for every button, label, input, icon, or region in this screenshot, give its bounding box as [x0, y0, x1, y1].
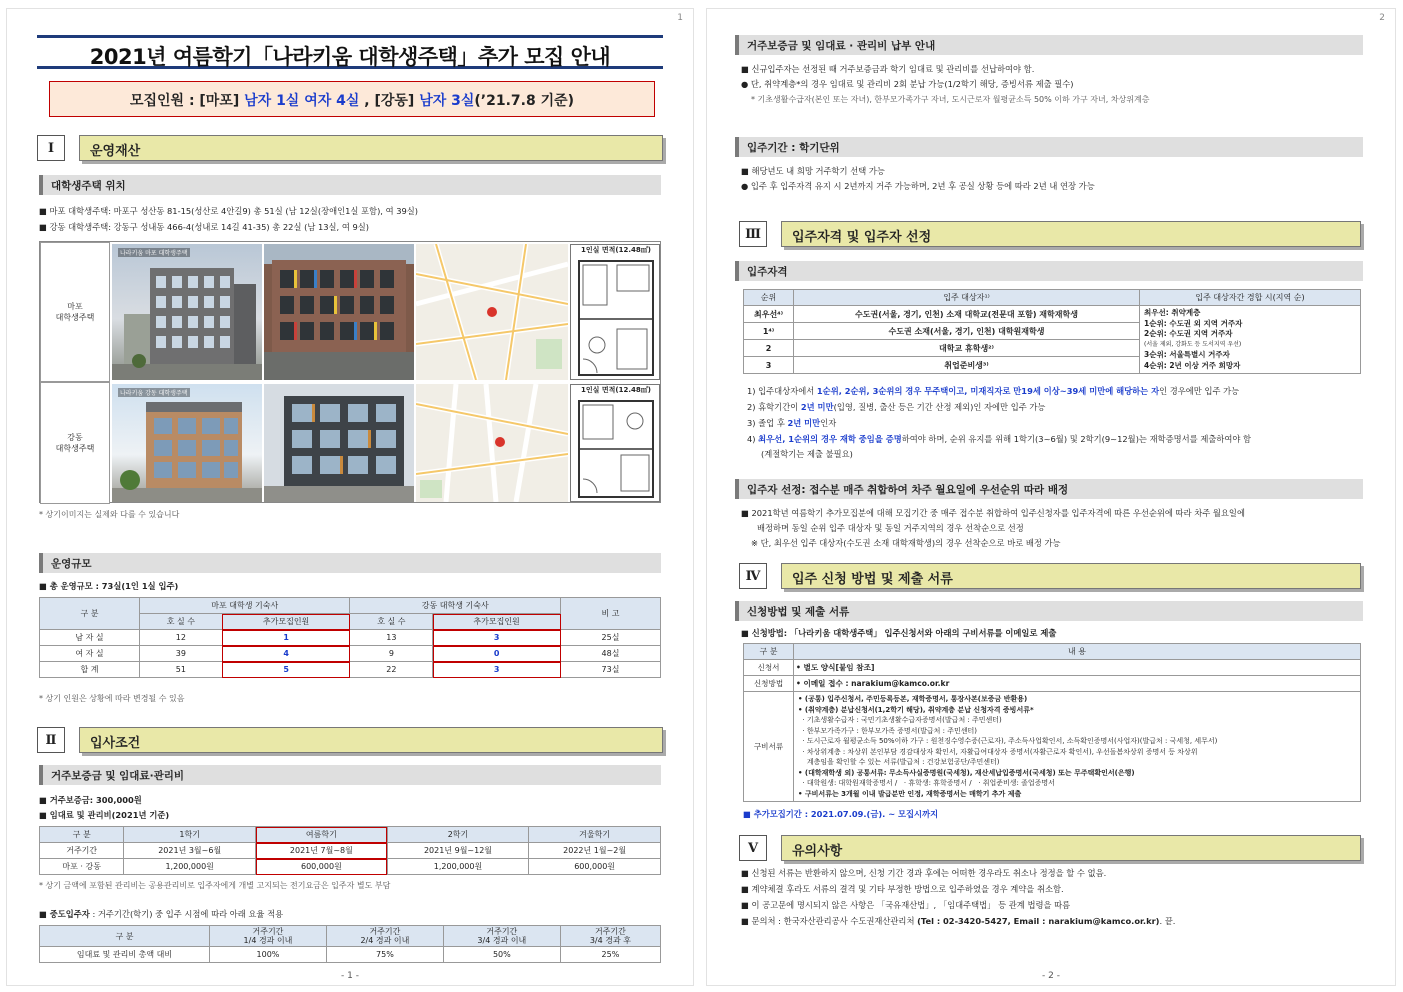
mapo-floor-plan [570, 244, 660, 380]
page-number-top: 1 [677, 13, 683, 23]
select-line-1: ■ 2021학년 여름학기 추가모집분에 대해 모집기간 중 매주 접수분 취합하여 입주신청자를 입주자격에 따른 우선순위에 따라 차주 월요일에 [741, 508, 1245, 518]
qual-note-1: 1) 입주대상자에서 1순위, 2순위, 3순위의 경우 무주택이고, 미재직자로 만19세 이상~39세 미만에 해당하는 자인 경우에만 입주 가능 [747, 386, 1240, 396]
mapo-building-image [264, 244, 414, 380]
apply-line: ■ 신청방법: 「나라키움 대학생주택」 입주신청서와 아래의 구비서류를 이메일로 제출 [741, 628, 1057, 638]
col-gangdong: 강동 대학생 기숙사 [350, 598, 561, 614]
section-title: 입주 신청 방법 및 제출 서류 [781, 563, 1361, 589]
mapo-sign-text: 나라키움 마포 대학생주택 [120, 250, 188, 257]
apply-heading: 신청방법 및 제출 서류 [735, 601, 1363, 621]
section-1-header [37, 135, 663, 161]
page-2 [706, 8, 1396, 986]
page-number-top: 2 [1379, 13, 1385, 23]
gangdong-sign-text: 나라키움 강동 대학생주택 [120, 390, 188, 397]
table-row: 신청서 • 별도 양식[붙임 참조] [744, 660, 1361, 676]
gangdong-floor-plan [570, 384, 660, 502]
gangdong-area-label: 1인실 면적(12.48㎡) [581, 386, 651, 394]
contact-line: ■ 문의처 : 한국자산관리공사 수도권재산관리처 (Tel : 02-3420-5427, Email : narakium@kamco.or.kr). 끝. [741, 916, 1176, 926]
recruit-suffix: (’21.7.8 기준) [474, 93, 575, 109]
table-row: 3 취업준비생³⁾ [744, 357, 1361, 374]
pay-line-2: ● 단, 취약계층*의 경우 임대료 및 관리비 2회 분납 가능(1/2학기 해당, 증빙서류 제출 필수) [741, 79, 1074, 89]
rent-note: * 상기 금액에 포함된 관리비는 공용관리비로 입주자에게 개별 고지되는 전기요금은 입주자 별도 부담 [39, 881, 391, 890]
gangdong-map-image [416, 384, 568, 502]
caution-3: ■ 이 공고문에 명시되지 않은 사항은 「국유재산법」, 「임대주택법」 등 관계 법령을 따름 [741, 900, 1071, 910]
midway-line [39, 908, 283, 921]
qual-note-2: 2) 휴학기간이 2년 미만(입영, 질병, 출산 등은 기간 산정 제외)인 자에만 입주 가능 [747, 402, 1046, 412]
midway-desc: : 거주기간(학기) 중 입주 시점에 따라 아래 요율 적용 [89, 909, 284, 919]
qual-note-4: 4) 최우선, 1순위의 경우 재학 중임을 증명하여야 하며, 순위 유지를 위해 1학기(3~6월) 및 2학기(9~12월)는 재학증명서를 제출하여야 함 [747, 434, 1252, 444]
gangdong-address: ■ 강동 대학생주택: 강동구 성내동 466-4(성내로 14길 41-35) 총 22실 (남 13실, 여 9실) [39, 222, 370, 232]
midway-table: 구 분 거주기간 1/4 경과 이내 거주기간 2/4 경과 이내 거주기간 3/4 경과 이내 거주기간 3/4 경과 후 임대료 및 관리비 총액 대비 100% 75% 50% 25% [39, 925, 661, 963]
section-number: Ⅴ [739, 835, 767, 861]
midway-title: ■ 중도입주자 [39, 909, 90, 919]
page-footer: - 2 - [1042, 971, 1060, 981]
mapo-exterior-image [112, 244, 262, 380]
section-number: Ⅰ [37, 135, 65, 161]
scale-heading: 운영규모 [39, 553, 661, 573]
section-number: Ⅲ [739, 221, 767, 247]
col-gangdong-rooms: 호 실 수 [350, 614, 433, 630]
mapo-map-image [416, 244, 568, 380]
gangdong-building-image [264, 384, 414, 502]
caution-2: ■ 계약체결 후라도 서류의 결격 및 기타 부정한 방법으로 입주하였을 경우 계약을 취소함. [741, 884, 1064, 894]
page-1 [6, 8, 694, 986]
photo-grid [39, 241, 661, 503]
table-row: 마포 · 강동 1,200,000원 600,000원 1,200,000원 600,000원 [40, 859, 661, 875]
rent-table: 구 분 1학기 여름학기 2학기 겨울학기 거주기간 2021년 3월~6월 2021년 7월~8월 2021년 9월~12월 2022년 1월~2월 마포 · 강동 1,200,000원 600,000원 1,200,000원 600,000원 [39, 826, 661, 875]
section-title: 입사조건 [79, 727, 663, 753]
table-row: 1⁴⁾ 수도권 소재(서울, 경기, 인천) 대학원재학생 [744, 323, 1361, 340]
table-row: 구비서류 • (공통) 입주신청서, 주민등록등본, 재학증명서, 통장사본(보증금 반환용) • (취약계층) 분납신청서(1,2학기 해당), 취약계층 분납 신청자격 증빙서류* · 기초생활수급자 : 국민기초생활수급자증명서(발급처 : 주민센터) · 한부모가족가구 : 한부모가족 증명서(발급처 : 주민센터) · 도시근로자 월평균소득 50%이하 가구 : 원천징수영수증(근로자), 주소득사업확인서, 소득확인증명서(사업자)(발급처 : 국세청, 세무서) · 차상위계층 : 차상위 본인부담 경감대상자 확인서, 자활급여대상자 증명서(자활근로자 확인서), 우선돌봄차상위 증명서 등 차상위 계층임을 확인할 수 있는 서류(발급처 : 건강보험공단/주민센터) • (대학재학생 외) 공통서류: 무소득사실증명원(국세청), 재산세납입증명서(국세청) 또는 무주택확인서(은행) · 대학원생: 대학원재학증명서 / · 휴학생: 휴학증명서 / · 취업준비생: 졸업증명서 • 구비서류는 3개월 이내 발급분만 인정, 재학증명서는 매학기 추가 제출 [744, 692, 1361, 802]
col-gubun: 구 분 [40, 598, 140, 630]
mapo-address: ■ 마포 대학생주택: 마포구 성산동 81-15(성산로 4안길9) 총 51실 (남 12실(장애인1실 포함), 여 39실) [39, 206, 419, 216]
recruit-banner [49, 81, 655, 117]
location-heading: 대학생주택 위치 [39, 175, 661, 195]
table-row: 거주기간 2021년 3월~6월 2021년 7월~8월 2021년 9월~12월 2022년 1월~2월 [40, 843, 661, 859]
rent-title: ■ 임대료 및 관리비(2021년 기준) [39, 810, 170, 820]
deposit-line: ■ 거주보증금: 300,000원 [39, 795, 142, 805]
scale-total: ■ 총 운영규모 : 73실(1인 1실 입주) [39, 581, 179, 591]
table-row: 2 대학교 휴학생²⁾ [744, 340, 1361, 357]
caution-1: ■ 신청된 서류는 반환하지 않으며, 신청 기간 경과 후에는 어떠한 경우라도 취소나 정정을 할 수 없음. [741, 868, 1107, 878]
page-footer: - 1 - [341, 971, 359, 981]
document-title: 2021년 여름학기「나라키움 대학생주택」추가 모집 안내 [37, 35, 663, 69]
scale-table [39, 597, 661, 678]
table-row: 합 계 51 5 22 3 73실 [40, 662, 661, 678]
period-heading: 입주기간 : 학기단위 [735, 137, 1363, 157]
select-line-2: 배정하며 동일 순위 입주 대상자 및 동일 거주지역의 경우 선착순으로 선정 [757, 523, 1024, 533]
section-title: 유의사항 [781, 835, 1361, 861]
gangdong-label: 강동 대학생주택 [40, 382, 110, 504]
table-row: 남 자 실 12 1 13 3 25실 [40, 630, 661, 646]
table-row: 최우선⁴⁾ 수도권(서울, 경기, 인천) 소재 대학교(전문대 포함) 재학재학생 최우선: 취약계층 1순위: 수도권 외 지역 거주자 2순위: 수도권 지역 거주자 (서울 제외, 강화도 등 도서지역 우선) 3순위: 서울특별시 거주자 4순위: 2년 이상 거주 희망자 [744, 306, 1361, 323]
period-line-1: ■ 해당년도 내 희망 거주학기 선택 가능 [741, 166, 885, 176]
qual-table: 순위 입주 대상자¹⁾ 입주 대상자간 경합 시(지역 순) 최우선⁴⁾ 수도권(서울, 경기, 인천) 소재 대학교(전문대 포함) 재학재학생 최우선: 취약계층 1순위: 수도권 외 지역 거주자 2순위: 수도권 지역 거주자 (서울 제외, 강화도 등 도서지역 우선) 3순위: 서울특별시 거주자 4순위: 2년 이상 거주 희망자 1⁴⁾ 수도권 소재(서울, 경기, 인천) 대학원재학생 2 대학교 휴학생²⁾ 3 취업준비생³⁾ [743, 289, 1361, 374]
pay-heading: 거주보증금 및 임대료 · 관리비 납부 안내 [735, 35, 1363, 55]
table-row: 임대료 및 관리비 총액 대비 100% 75% 50% 25% [40, 947, 661, 963]
recruit-prefix: 모집인원 : [마포] [129, 93, 245, 109]
col-gangdong-extra: 추가모집인원 [433, 614, 561, 630]
section-number: Ⅱ [37, 727, 65, 753]
recruit-gangdong: 남자 3실 [419, 93, 475, 109]
select-line-3: ※ 단, 최우선 입주 대상자(수도권 소재 대학재학생)의 경우 선착순으로 바로 배정 가능 [751, 538, 1061, 548]
section-title: 입주자격 및 입주자 선정 [781, 221, 1361, 247]
recruit-sep: , [강동] [359, 93, 420, 109]
section-4-header [739, 563, 1361, 589]
mapo-area-label: 1인실 면적(12.48㎡) [581, 246, 651, 254]
col-mapo: 마포 대학생 기숙사 [140, 598, 350, 614]
table-row: 신청방법 • 이메일 접수 : narakium@kamco.or.kr [744, 676, 1361, 692]
section-3-header [739, 221, 1361, 247]
section-5-header [739, 835, 1361, 861]
section-number: Ⅳ [739, 563, 767, 589]
tie-break-cell: 최우선: 취약계층 1순위: 수도권 외 지역 거주자 2순위: 수도권 지역 거주자 (서울 제외, 강화도 등 도서지역 우선) 3순위: 서울특별시 거주자 4순위: 2년 이상 거주 희망자 [1140, 306, 1361, 374]
gangdong-exterior-image [112, 384, 262, 502]
section-2-header [37, 727, 663, 753]
col-bigo: 비 고 [561, 598, 661, 630]
qual-heading: 입주자격 [735, 261, 1363, 281]
period-line-2: ● 입주 후 입주자격 유지 시 2년까지 거주 가능하며, 2년 후 공실 상황 등에 따라 2년 내 연장 가능 [741, 181, 1095, 191]
table-row: 여 자 실 39 4 9 0 48실 [40, 646, 661, 662]
qual-note-3: 3) 졸업 후 2년 미만인자 [747, 418, 837, 428]
qual-note-4-cont: (계절학기는 제출 불필요) [761, 449, 853, 459]
section-title: 운영재산 [79, 135, 663, 161]
pay-line-3: * 기초생활수급자(본인 또는 자녀), 한부모가족가구 자녀, 도시근로자 월평균소득 50% 이하 가구 자녀, 차상위계층 [751, 95, 1150, 104]
documents-table: 구 분 내 용 신청서 • 별도 양식[붙임 참조] 신청방법 • 이메일 접수 : narakium@kamco.or.kr 구비서류 • (공통) 입주신청서, 주민등록등본, 재학증명서, 통장사본(보증금 반환용) • (취약계층) 분납신청서(1,2학기 해당), 취약계층 분납 신청자격 증빙서류* · 기초생활수급자 : 국민기초생활수급자증명서(발급처 : 주민센터) · 한부모가족가구 : 한부모가족 증명서(발급처 : 주민센터) · 도시근로자 월평균소득 50%이하 가구 : 원천징수영수증(근로자), 주소득사업확인서, 소득확인증명서(사업자)(발급처 : 국세청, 세무서) · 차상위계층 : 차상위 본인부담 경감대상자 확인서, 자활급여대상자 증명서(자활근로자 확인서), 우선돌봄차상위 증명서 등 차상위 계층임을 확인할 수 있는 서류(발급처 : 건강보험공단/주민센터) • (대학재학생 외) 공통서류: 무소득사실증명원(국세청), 재산세납입증명서(국세청) 또는 무주택확인서(은행) · 대학원생: 대학원재학증명서 / · 휴학생: 휴학증명서 / · 취업준비생: 졸업증명서 • 구비서류는 3개월 이내 발급분만 인정, 재학증명서는 매학기 추가 제출 [743, 643, 1361, 802]
col-mapo-rooms: 호 실 수 [140, 614, 223, 630]
deadline-line: ■ 추가모집기간 : 2021.07.09.(금). ~ 모집시까지 [743, 809, 939, 819]
scale-note: * 상기 인원은 상황에 따라 변경될 수 있음 [39, 694, 185, 703]
mapo-label: 마포 대학생주택 [40, 242, 110, 382]
col-mapo-extra: 추가모집인원 [222, 614, 350, 630]
pay-line-1: ■ 신규입주자는 선정된 때 거주보증금과 학기 임대료 및 관리비를 선납하여야 함. [741, 64, 1035, 74]
recruit-mapo: 남자 1실 여자 4실 [244, 93, 360, 109]
select-heading: 입주자 선정: 접수분 매주 취합하여 차주 월요일에 우선순위 따라 배정 [735, 479, 1363, 499]
image-note: * 상기이미지는 실제와 다를 수 있습니다 [39, 510, 180, 519]
required-docs-cell: • (공통) 입주신청서, 주민등록등본, 재학증명서, 통장사본(보증금 반환용) • (취약계층) 분납신청서(1,2학기 해당), 취약계층 분납 신청자격 증빙서류* · 기초생활수급자 : 국민기초생활수급자증명서(발급처 : 주민센터) · 한부모가족가구 : 한부모가족 증명서(발급처 : 주민센터) · 도시근로자 월평균소득 50%이하 가구 : 원천징수영수증(근로자), 주소득사업확인서, 소득확인증명서(사업자)(발급처 : 국세청, 세무서) · 차상위계층 : 차상위 본인부담 경감대상자 확인서, 자활급여대상자 증명서(자활근로자 확인서), 우선돌봄차상위 증명서 등 차상위 계층임을 확인할 수 있는 서류(발급처 : 건강보험공단/주민센터) • (대학재학생 외) 공통서류: 무소득사실증명원(국세청), 재산세납입증명서(국세청) 또는 무주택확인서(은행) · 대학원생: 대학원재학증명서 / · 휴학생: 휴학증명서 / · 취업준비생: 졸업증명서 • 구비서류는 3개월 이내 발급분만 인정, 재학증명서는 매학기 추가 제출 [794, 692, 1361, 802]
fee-heading: 거주보증금 및 임대료·관리비 [39, 765, 661, 785]
